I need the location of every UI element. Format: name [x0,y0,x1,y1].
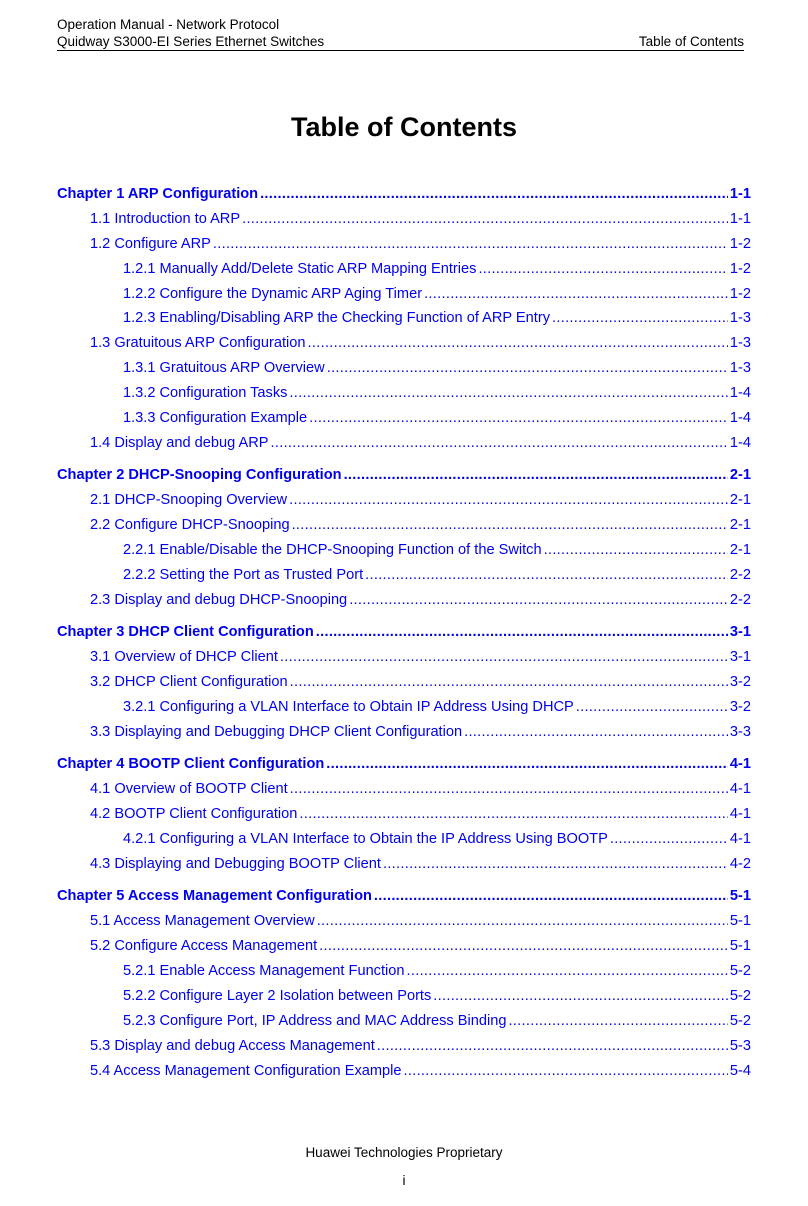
toc-section-link[interactable] [57,331,751,356]
toc-entry-title: 2.2.1 Enable/Disable the DHCP-Snooping Function of the Switch [123,542,542,559]
toc-entry-title: 4.2.1 Configuring a VLAN Interface to Obtain the IP Address Using BOOTP [123,831,608,848]
toc-entry-title: 4.3 Displaying and Debugging BOOTP Client [90,855,381,872]
toc-page-number: 1-3 [729,310,751,327]
toc-section-link[interactable] [57,232,751,257]
toc-page-number: 2-2 [729,566,751,583]
toc-leader-dots [377,1034,728,1059]
toc-chapter-link[interactable] [57,620,751,645]
toc-entry-title: 1.3 Gratuitous ARP Configuration [90,335,306,352]
toc-page-number: 3-2 [729,674,751,691]
toc-entry-title: 5.1 Access Management Overview [90,913,315,930]
section-name: Table of Contents [638,34,744,49]
product-name: Quidway S3000-EI Series Ethernet Switches [57,34,325,49]
toc-section-link[interactable] [57,695,751,720]
toc-section-link[interactable] [57,381,751,406]
toc-page-number: 5-4 [729,1062,751,1079]
toc-page-number: 4-2 [729,855,751,872]
toc-section-link[interactable] [57,406,751,431]
toc-entry-title: 3.3 Displaying and Debugging DHCP Client Configuration [90,723,463,740]
toc-leader-dots [292,513,728,538]
toc-page-number: 1-3 [729,335,751,352]
toc-page-number: 1-2 [729,235,751,252]
toc-section-link[interactable] [57,538,751,563]
toc-page-number: 4-1 [729,781,751,798]
toc-leader-dots [290,777,728,802]
toc-chapter-link[interactable] [57,463,751,488]
toc-section-link[interactable] [57,852,751,877]
toc-leader-dots [213,232,728,257]
page-footer [0,1144,808,1189]
page-title: Table of Contents [291,112,517,142]
toc-section-link[interactable] [57,802,751,827]
footer-company: Huawei Technologies Proprietary [305,1145,503,1160]
toc-entry-title: 1.3.3 Configuration Example [123,410,308,427]
toc-entry-title: 5.2.3 Configure Port, IP Address and MAC Address Binding [123,1012,507,1029]
toc-leader-dots [407,959,728,984]
page-header [57,16,744,50]
toc-page-number: 1-1 [729,210,751,227]
toc-page-number: 4-1 [729,831,751,848]
toc-section-link[interactable] [57,1009,751,1034]
toc-chapter-link[interactable] [57,884,751,909]
toc-page-number: 1-4 [729,434,751,451]
toc-section-link[interactable] [57,670,751,695]
toc-leader-dots [404,1059,728,1084]
toc-entry-title: 1.2 Configure ARP [90,235,211,252]
toc-entry-title: 3.2 DHCP Client Configuration [90,674,288,691]
toc-entry-title: 2.2 Configure DHCP-Snooping [90,517,290,534]
toc-entry-title: Chapter 1 ARP Configuration [57,186,259,202]
toc-leader-dots [326,752,728,777]
toc-section-link[interactable] [57,431,751,456]
toc-leader-dots [309,406,728,431]
toc-entry-title: 5.2.1 Enable Access Management Function [123,963,405,980]
toc-page-number: 1-1 [729,186,751,202]
toc-entry-title: 1.3.1 Gratuitous ARP Overview [123,360,325,377]
toc-entry-title: 4.1 Overview of BOOTP Client [90,781,288,798]
toc-entry-title: 1.2.3 Enabling/Disabling ARP the Checking Function of ARP Entry [123,310,550,327]
toc-section-link[interactable] [57,1059,751,1084]
toc-section-link[interactable] [57,257,751,282]
toc-page-number: 3-2 [729,699,751,715]
toc-section-link[interactable] [57,1034,751,1059]
toc-entry-title: 4.2 BOOTP Client Configuration [90,806,298,823]
toc-section-link[interactable] [57,588,751,613]
toc-leader-dots [508,1009,727,1034]
toc-leader-dots [383,852,728,877]
toc-leader-dots [327,356,728,381]
manual-title: Operation Manual - Network Protocol [57,17,280,32]
toc-leader-dots [610,827,728,852]
toc-entry-title: Chapter 2 DHCP-Snooping Configuration [57,467,342,484]
toc-page-number: 5-2 [729,963,751,980]
toc-page-number: 5-1 [729,938,751,955]
toc-page-number: 2-1 [729,467,751,484]
toc-leader-dots [308,331,728,356]
toc-section-link[interactable] [57,513,751,538]
toc-section-link[interactable] [57,645,751,670]
toc-page-number: 5-2 [729,1012,751,1029]
toc-page-number: 2-1 [729,517,751,534]
toc-page-number: 5-1 [729,888,751,905]
toc-entry-title: 5.2.2 Configure Layer 2 Isolation between Ports [123,987,432,1004]
toc-leader-dots [289,381,727,406]
toc-section-link[interactable] [57,827,751,852]
toc-entry-title: 1.2.1 Manually Add/Delete Static ARP Mapping Entries [123,260,477,277]
toc-page-number: 1-4 [729,385,751,402]
toc-entry-title: 1.1 Introduction to ARP [90,210,241,227]
toc-entry-title: 2.3 Display and debug DHCP-Snooping [90,591,348,608]
toc-leader-dots [478,257,727,282]
toc-page-number: 5-1 [729,913,751,930]
toc-section-link[interactable] [57,909,751,934]
toc-section-link[interactable] [57,777,751,802]
toc-section-link[interactable] [57,984,751,1009]
toc-page-number: 1-3 [729,360,751,377]
toc-leader-dots [260,182,728,207]
toc-leader-dots [317,909,728,934]
toc-page-number: 2-1 [729,542,751,559]
toc-page-number: 4-1 [729,756,751,773]
toc-leader-dots [280,645,728,670]
toc-page-number: 5-2 [729,987,751,1004]
toc-entry-title: 5.2 Configure Access Management [90,938,318,955]
toc-leader-dots [552,306,728,331]
toc-entry-title: 1.4 Display and debug ARP [90,434,269,451]
toc-entry-title: 3.2.1 Configuring a VLAN Interface to Obtain IP Address Using DHCP [123,699,574,715]
header-line2 [57,33,744,50]
toc-entry-title: 5.4 Access Management Configuration Example [90,1062,402,1079]
toc-entry-title: Chapter 4 BOOTP Client Configuration [57,756,325,773]
toc-section-link[interactable] [57,720,751,745]
toc-page-number: 3-1 [729,624,751,641]
toc-leader-dots [290,670,728,695]
toc-page-number: 3-1 [729,649,751,666]
toc-leader-dots [344,463,728,488]
toc-entry-title: 2.1 DHCP-Snooping Overview [90,492,288,509]
toc-page-number: 4-1 [729,806,751,823]
toc-leader-dots [289,488,728,513]
toc-section-link[interactable] [57,282,751,307]
toc-entry-title: 3.1 Overview of DHCP Client [90,649,278,666]
toc-section-link[interactable] [57,356,751,381]
toc-leader-dots [365,563,728,588]
toc-leader-dots [544,538,728,563]
toc-leader-dots [433,984,728,1009]
toc-entry-title: Chapter 5 Access Management Configuration [57,888,372,905]
toc-section-link[interactable] [57,934,751,959]
toc-section-link[interactable] [57,488,751,513]
toc-entry-title: Chapter 3 DHCP Client Configuration [57,624,314,641]
toc-section-link[interactable] [57,563,751,588]
toc-page-number: 3-3 [729,723,751,740]
toc-leader-dots [319,934,728,959]
toc-page-number: 5-3 [729,1037,751,1054]
toc-leader-dots [424,282,728,307]
toc-list [57,182,751,1084]
toc-leader-dots [316,620,728,645]
toc-page-number: 1-4 [729,410,751,427]
toc-leader-dots [271,431,728,456]
toc-leader-dots [349,588,728,613]
toc-leader-dots [242,207,728,232]
toc-chapter-link[interactable] [57,182,751,207]
toc-entry-title: 1.2.2 Configure the Dynamic ARP Aging Timer [123,285,423,302]
header-rule [57,50,744,51]
toc-leader-dots [576,695,728,720]
toc-entry-title: 1.3.2 Configuration Tasks [123,385,288,402]
toc-leader-dots [374,884,728,909]
toc-entry-title: 2.2.2 Setting the Port as Trusted Port [123,566,364,583]
toc-page-number: 1-2 [729,285,751,302]
toc-leader-dots [299,802,728,827]
toc-page-number: 2-1 [729,492,751,509]
toc-entry-title: 5.3 Display and debug Access Management [90,1037,375,1054]
toc-section-link[interactable] [57,959,751,984]
toc-leader-dots [464,720,728,745]
toc-chapter-link[interactable] [57,752,751,777]
toc-section-link[interactable] [57,306,751,331]
footer-page-number: i [402,1173,406,1188]
toc-page-number: 1-2 [729,260,751,277]
toc-section-link[interactable] [57,207,751,232]
toc-page-number: 2-2 [729,591,751,608]
